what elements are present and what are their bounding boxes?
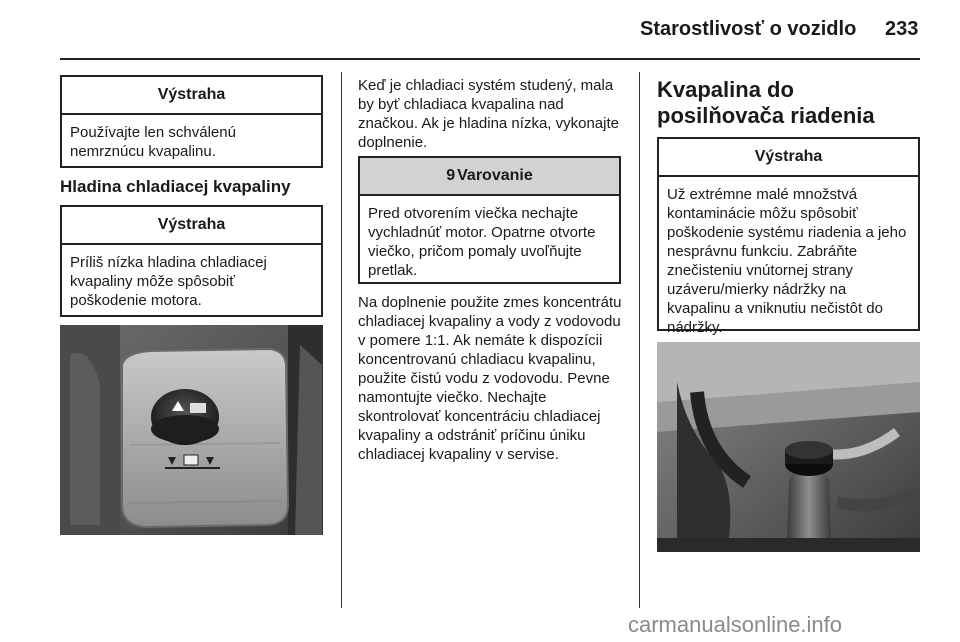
- watermark: carmanualsonline.info: [628, 612, 843, 637]
- section-heading-coolant-level: Hladina chladiacej kvapaliny: [60, 177, 291, 196]
- danger-box-text: Pred otvorením viečka nechajte vychladnúť motor. Opatrne otvorte viečko, pričom pomaly uvoľňujte pretlak.: [368, 205, 596, 279]
- coolant-reservoir-photo: [60, 325, 323, 535]
- warning-box-text: Už extrémne malé množstvá kontaminácie môžu spôsobiť poškodenie systému riadenia a jeho nesprávnu funkciu. Zabráňte znečisteniu vnútornej strany uzáveru/mierky nádržky na kvapalinu a vniknutiu nečistôt do nádržky.: [667, 186, 907, 336]
- danger-box-cap: [358, 156, 621, 284]
- warning-box-title: Výstraha: [62, 77, 321, 115]
- column-divider-2: [639, 72, 640, 608]
- warning-box-coolant-level: [60, 205, 323, 317]
- warning-box-title: Výstraha: [659, 139, 918, 177]
- warning-triangle-icon: 9: [446, 167, 456, 184]
- page-header-title: Starostlivosť o vozidlo: [640, 18, 857, 40]
- coolant-level-paragraph: Keď je chladiaci systém studený, mala by byť chladiaca kvapalina nad značkou. Ak je hladina nízka, vykonajte doplnenie.: [358, 77, 619, 151]
- warning-box-title: Výstraha: [62, 207, 321, 245]
- danger-box-title: Varovanie: [457, 167, 533, 184]
- column-divider-1: [341, 72, 342, 608]
- page-number: 233: [885, 18, 919, 40]
- header-divider: [60, 58, 920, 60]
- refill-instructions-paragraph: Na doplnenie použite zmes koncentrátu chladiacej kvapaliny a vody z vodovodu v pomere 1:1. Ak nemáte k dispozícii koncentrovanú chladiacu kvapalinu, použite čistú vodu z vodovodu. Pevne namontujte viečko. Nechajte skontrolovať koncentráciu chladiacej kvapaliny a odstrániť príčinu úniku chladiacej kvapaliny v servise.: [358, 294, 622, 463]
- warning-box-text: Používajte len schválenú nemrznúcu kvapalinu.: [70, 124, 236, 160]
- danger-box-header: [360, 158, 619, 196]
- power-steering-reservoir-photo: [657, 342, 920, 552]
- warning-box-power-steering: [657, 137, 920, 336]
- warning-box-text: Príliš nízka hladina chladiacej kvapaliny môže spôsobiť poškodenie motora.: [70, 254, 267, 309]
- warning-box-antifreeze: [60, 75, 323, 168]
- section-heading-power-steering: Kvapalina do posilňovača riadenia: [657, 77, 875, 128]
